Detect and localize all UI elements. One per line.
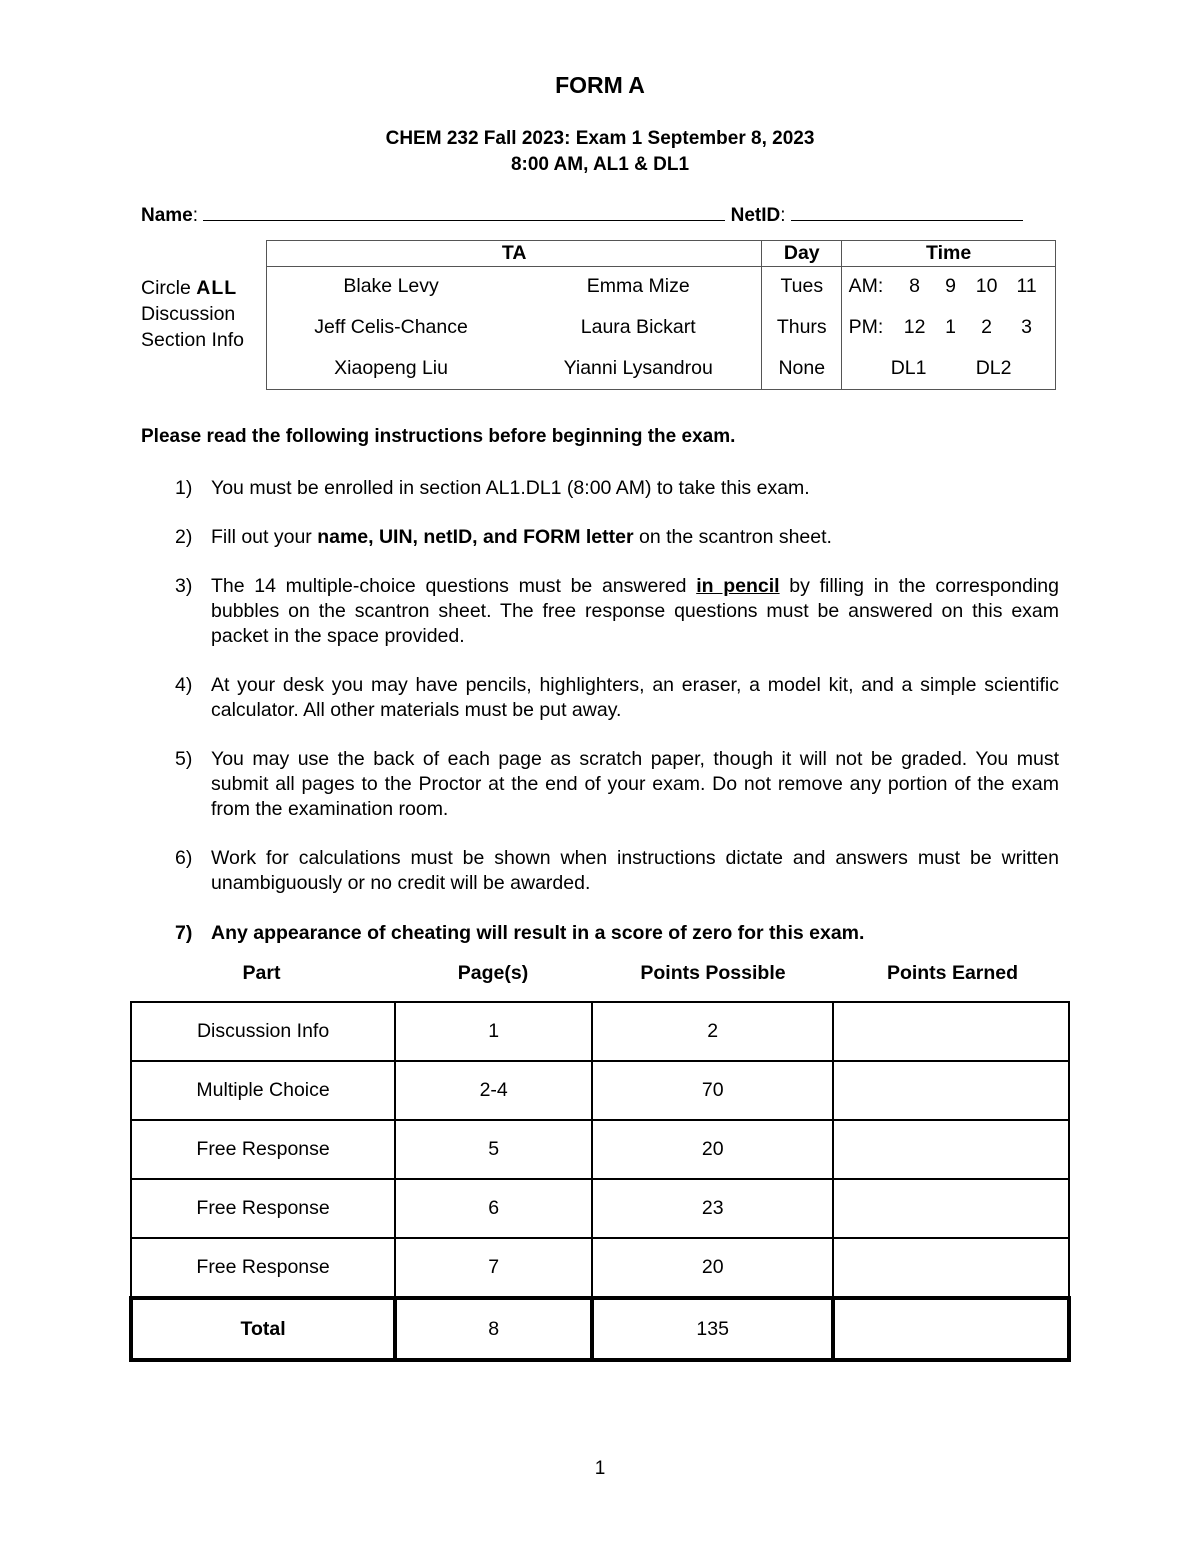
netid-field[interactable] [791, 202, 1023, 221]
item-text-part: The 14 multiple-choice questions must be answered [211, 575, 697, 597]
item-number: 7) [175, 922, 193, 944]
instruction-item [175, 476, 1059, 501]
name-label: Name [141, 205, 193, 226]
item-number: 5) [175, 748, 193, 770]
name-field[interactable] [203, 202, 725, 221]
table-row [131, 1002, 1069, 1061]
form-title: FORM A [555, 72, 645, 98]
pages-cell: 1 [395, 1002, 592, 1061]
ta-option[interactable]: Laura Bickart [580, 316, 696, 339]
time-option[interactable]: 9 [945, 275, 957, 298]
ta-option[interactable]: Blake Levy [343, 275, 439, 298]
item-number: 6) [175, 847, 193, 869]
earned-cell[interactable] [833, 1002, 1069, 1061]
col-header-part: Part [242, 962, 281, 984]
part-cell: Free Response [131, 1120, 395, 1179]
total-earned[interactable] [833, 1298, 1069, 1360]
table-row [131, 1179, 1069, 1238]
col-header-points-possible: Points Possible [640, 962, 786, 984]
part-cell: Free Response [131, 1179, 395, 1238]
total-possible: 135 [592, 1298, 833, 1360]
table-row [131, 1120, 1069, 1179]
item-text-part: on the scantron sheet. [633, 526, 832, 548]
section-info-line: Section Info [141, 329, 244, 351]
item-text: You must be enrolled in section AL1.DL1 (8:00 AM) to take this exam. [211, 477, 810, 499]
time-option[interactable]: 1 [945, 316, 957, 339]
item-number: 2) [175, 526, 193, 548]
earned-cell[interactable] [833, 1120, 1069, 1179]
day-option[interactable]: None [762, 348, 842, 389]
time-label: PM: [848, 316, 884, 339]
item-text-part: Fill out your [211, 526, 318, 548]
pages-cell: 7 [395, 1238, 592, 1298]
part-cell: Multiple Choice [131, 1061, 395, 1120]
item-text: Any appearance of cheating will result in a score of zero for this exam. [211, 922, 865, 944]
ta-option[interactable]: Xiaopeng Liu [334, 357, 448, 380]
discussion-table [266, 240, 1056, 390]
col-header-pages: Page(s) [457, 962, 529, 984]
item-text: You may use the back of each page as scratch paper, though it will not be graded. You must submit all pages to the Proctor at the end of your exam. Do not remove any portion of the exam from the examination room. [211, 748, 1059, 820]
ta-option[interactable]: Jeff Celis-Chance [314, 316, 468, 339]
part-cell: Discussion Info [131, 1002, 395, 1061]
instructions-heading: Please read the following instructions before beginning the exam. [141, 426, 736, 447]
discussion-row [267, 348, 1056, 389]
item-text-part: by filling in the corresponding bubbles on the scantron sheet. The free response questions must be answered on this exam packet in the space provided. [211, 575, 1059, 647]
item-text: At your desk you may have pencils, highlighters, an eraser, a model kit, and a simple scientific calculator. All other materials must be put away. [211, 674, 1059, 721]
time-option[interactable]: 10 [975, 275, 998, 298]
time-options [842, 348, 1056, 389]
time-option[interactable]: 2 [981, 316, 993, 339]
instruction-item [175, 921, 1059, 946]
time-option[interactable]: DL2 [975, 357, 1012, 380]
pages-cell: 2-4 [395, 1061, 592, 1120]
possible-cell: 23 [592, 1179, 833, 1238]
day-option[interactable]: Tues [762, 266, 842, 307]
part-cell: Free Response [131, 1238, 395, 1298]
total-label: Total [131, 1298, 395, 1360]
item-number: 3) [175, 575, 193, 597]
instruction-item [175, 673, 1059, 723]
ta-option[interactable]: Emma Mize [586, 275, 690, 298]
possible-cell: 20 [592, 1238, 833, 1298]
netid-label: NetID [730, 205, 781, 226]
exam-time: 8:00 AM, AL1 & DL1 [510, 154, 690, 175]
time-option[interactable]: 12 [903, 316, 926, 339]
total-row [131, 1298, 1069, 1360]
page-number: 1 [594, 1458, 606, 1479]
instruction-item [175, 574, 1059, 649]
item-number: 1) [175, 477, 193, 499]
ta-option[interactable]: Yianni Lysandrou [563, 357, 713, 380]
earned-cell[interactable] [833, 1179, 1069, 1238]
time-option[interactable]: DL1 [890, 357, 927, 380]
instruction-item [175, 846, 1059, 896]
possible-cell: 20 [592, 1120, 833, 1179]
discussion-row [267, 307, 1056, 348]
item-text-underline: in pencil [696, 575, 780, 597]
time-options [842, 266, 1056, 307]
time-option[interactable]: 8 [909, 275, 921, 298]
discussion-line: Discussion [141, 303, 236, 325]
time-option[interactable]: 3 [1021, 316, 1033, 339]
item-text-bold: name, UIN, netID, and FORM letter [317, 526, 634, 548]
table-row [131, 1061, 1069, 1120]
circle-all: ALL [196, 277, 238, 299]
name-netid-line: Name: NetID: [141, 202, 1023, 227]
total-pages: 8 [395, 1298, 592, 1360]
discussion-instruction [141, 275, 244, 353]
time-options [842, 307, 1056, 348]
time-header: Time [842, 241, 1056, 267]
instruction-item [175, 747, 1059, 822]
item-text: Work for calculations must be shown when instructions dictate and answers must be written unambiguously or no credit will be awarded. [211, 847, 1059, 894]
item-text [211, 525, 1059, 550]
item-text [211, 574, 1059, 649]
table-row [131, 1238, 1069, 1298]
pages-cell: 5 [395, 1120, 592, 1179]
possible-cell: 2 [592, 1002, 833, 1061]
discussion-row [267, 266, 1056, 307]
item-number: 4) [175, 674, 193, 696]
time-option[interactable]: 11 [1016, 275, 1037, 298]
day-header: Day [762, 241, 842, 267]
time-label: AM: [848, 275, 884, 298]
ta-header: TA [267, 241, 762, 267]
score-table [129, 1001, 1071, 1362]
course-title: CHEM 232 Fall 2023: Exam 1 September 8, 2023 [385, 128, 815, 149]
pages-cell: 6 [395, 1179, 592, 1238]
col-header-points-earned: Points Earned [886, 962, 1019, 984]
instruction-item [175, 525, 1059, 550]
possible-cell: 70 [592, 1061, 833, 1120]
earned-cell[interactable] [833, 1061, 1069, 1120]
earned-cell[interactable] [833, 1238, 1069, 1298]
day-option[interactable]: Thurs [762, 307, 842, 348]
circle-prefix: Circle [141, 277, 191, 299]
